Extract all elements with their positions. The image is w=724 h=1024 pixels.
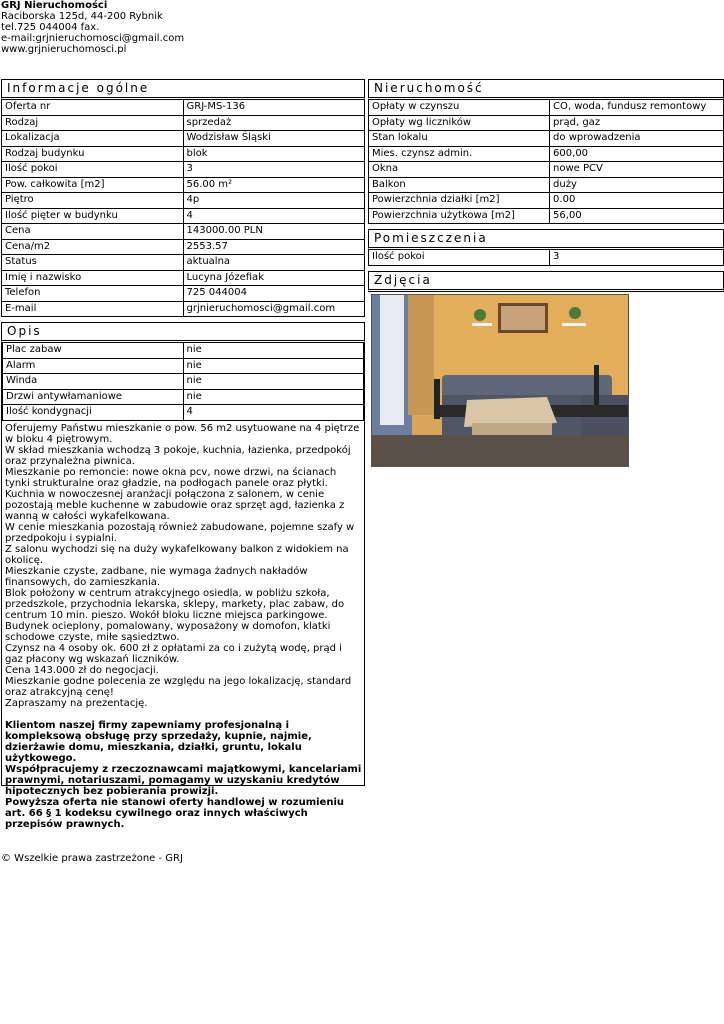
general-info-value: Lucyna Józefiak [183, 270, 365, 286]
company-info-paragraph: Powyższa oferta nie stanowi oferty handlowej w rozumieniu art. 66 § 1 kodeksu cywilnego oraz innych właściwych przepisów prawnych. [5, 796, 344, 830]
general-info-label: Telefon [2, 286, 184, 302]
property-value: do wprowadzenia [550, 131, 724, 147]
general-info-label: Piętro [2, 193, 184, 209]
general-info-row [2, 100, 365, 115]
feature-value: nie [183, 374, 364, 390]
property-label: Powierzchnia działki [m2] [369, 193, 550, 209]
general-info-value: aktualna [183, 255, 365, 271]
property-row [369, 115, 724, 131]
general-info-row [2, 131, 365, 147]
general-info-value: 4 [183, 208, 365, 224]
general-info-value: 725 044004 [183, 286, 365, 302]
description-paragraph: Mieszkanie po remoncie: nowe okna pcv, nowe drzwi, na ścianach tynki strukturalne oraz gładzie, na podłogach panele oraz płytki. [5, 466, 337, 489]
feature-label: Plac zabaw [3, 343, 184, 358]
feature-value: nie [183, 358, 364, 374]
copyright-footer: © Wszelkie prawa zastrzeżone - GRJ [1, 853, 183, 864]
feature-value: 4 [183, 405, 364, 421]
general-info-value: 4p [183, 193, 365, 209]
section-title-property: Nieruchomość [368, 79, 724, 100]
description-paragraph: Budynek ocieplony, pomalowany, wyposażony w domofon, klatki schodowe czyste, miłe sąsiedztwo. [5, 620, 331, 643]
feature-label: Ilość kondygnacji [3, 405, 184, 421]
general-info-row [2, 286, 365, 302]
description-paragraph: Blok położony w centrum atrakcyjnego osiedla, w pobliżu szkoła, przedszkole, przychodnia lekarska, sklepy, markety, plac zabaw, do centrum 10 min. pieszo. Wokół bloku liczne miejsca parkingowe. [5, 587, 345, 621]
general-info-value: sprzedaż [183, 115, 365, 131]
description-paragraph: Mieszkanie czyste, zadbane, nie wymaga żadnych nakładów finansowych, do zamieszkania. [5, 565, 308, 588]
property-label: Okna [369, 162, 550, 178]
company-header [1, 0, 184, 55]
feature-row [3, 405, 364, 421]
description-paragraph: Cena 143.000 zł do negocjacji. [5, 664, 159, 676]
features-table [2, 343, 364, 421]
property-table [368, 100, 724, 224]
property-row [369, 162, 724, 178]
feature-row [3, 374, 364, 390]
general-info-row [2, 301, 365, 317]
general-info-value: blok [183, 146, 365, 162]
property-row [369, 146, 724, 162]
feature-label: Winda [3, 374, 184, 390]
general-info-label: Cena/m2 [2, 239, 184, 255]
general-info-row [2, 115, 365, 131]
feature-label: Drzwi antywłamaniowe [3, 389, 184, 405]
description-text [2, 421, 364, 830]
general-info-label: Cena [2, 224, 184, 240]
property-label: Balkon [369, 177, 550, 193]
feature-value: nie [183, 389, 364, 405]
company-phone: tel.725 044004 fax. [1, 22, 100, 33]
description-paragraph: Oferujemy Państwu mieszkanie o pow. 56 m2 usytuowane na 4 piętrze w bloku 4 piętrowym. [5, 422, 360, 445]
general-info-value: 2553.57 [183, 239, 365, 255]
description-paragraph: Zapraszamy na prezentację. [5, 697, 148, 709]
property-label: Mies. czynsz admin. [369, 146, 550, 162]
description-paragraph: Z salonu wychodzi się na duży wykafelkowany balkon z widokiem na okolicę. [5, 543, 349, 566]
property-value: 56,00 [550, 208, 724, 224]
general-info-label: Imię i nazwisko [2, 270, 184, 286]
general-info-value: 56.00 m² [183, 177, 365, 193]
description-paragraph: W skład mieszkania wchodzą 3 pokoje, kuchnia, łazienka, przedpokój oraz przynależna piwnica. [5, 444, 351, 467]
property-value: nowe PCV [550, 162, 724, 178]
company-website: www.grjnieruchomosci.pl [1, 44, 127, 55]
description-paragraph: Mieszkanie godne polecenia ze względu na jego lokalizację, standard oraz atrakcyjną cenę! [5, 675, 352, 698]
section-title-rooms: Pomieszczenia [368, 229, 724, 250]
property-value: 0.00 [550, 193, 724, 209]
general-info-value: 143000.00 PLN [183, 224, 365, 240]
room-row [369, 250, 724, 265]
property-row [369, 208, 724, 224]
company-info-paragraph: Klientom naszej firmy zapewniamy profesjonalną i kompleksową obsługę przy sprzedaży, kupnie, najmie, dzierżawie domu, mieszkania, działki, gruntu, lokalu użytkowego. [5, 719, 312, 764]
general-info-value: Wodzisław Śląski [183, 131, 365, 147]
general-info-label: Rodzaj budynku [2, 146, 184, 162]
general-info-row [2, 239, 365, 255]
general-info-label: E-mail [2, 301, 184, 317]
company-email: e-mail:grjnieruchomosci@gmail.com [1, 33, 185, 44]
general-info-row [2, 193, 365, 209]
section-title-photos: Zdjęcia [368, 271, 724, 292]
description-paragraph: Kuchnia w nowoczesnej aranżacji połączona z salonem, w cenie pozostają meble kuchenne w zabudowie oraz sprzęt agd, łazienka z wanną w całości wykafelkowana. [5, 488, 345, 522]
general-info-value: 3 [183, 162, 365, 178]
room-value: 3 [550, 250, 724, 265]
property-value: 600,00 [550, 146, 724, 162]
general-info-table [1, 100, 365, 317]
company-name: GRJ Nieruchomości [1, 0, 108, 11]
description-paragraph: Czynsz na 4 osoby ok. 600 zł z opłatami za co i zużytą wodę, prąd i gaz płacony wg wskazań liczników. [5, 642, 342, 665]
property-row [369, 131, 724, 147]
section-title-opis: Opis [1, 322, 365, 343]
property-row [369, 177, 724, 193]
property-label: Opłaty wg liczników [369, 115, 550, 131]
general-info-label: Ilość pokoi [2, 162, 184, 178]
feature-row [3, 389, 364, 405]
company-address: Raciborska 125d, 44-200 Rybnik [1, 11, 163, 22]
general-info-row [2, 162, 365, 178]
property-label: Stan lokalu [369, 131, 550, 147]
feature-label: Alarm [3, 358, 184, 374]
feature-row [3, 358, 364, 374]
general-info-value: GRJ-MS-136 [183, 100, 365, 115]
general-info-row [2, 208, 365, 224]
feature-row [3, 343, 364, 358]
general-info-label: Lokalizacja [2, 131, 184, 147]
room-label: Ilość pokoi [369, 250, 550, 265]
rooms-table [368, 250, 724, 266]
property-row [369, 193, 724, 209]
left-column [1, 79, 365, 830]
property-photo[interactable] [371, 294, 629, 467]
property-value: duży [550, 177, 724, 193]
property-value: prąd, gaz [550, 115, 724, 131]
right-column [368, 79, 724, 467]
property-row [369, 100, 724, 115]
general-info-label: Pow. całkowita [m2] [2, 177, 184, 193]
general-info-row [2, 146, 365, 162]
general-info-row [2, 177, 365, 193]
general-info-row [2, 224, 365, 240]
general-info-label: Ilość pięter w budynku [2, 208, 184, 224]
property-label: Powierzchnia użytkowa [m2] [369, 208, 550, 224]
section-title-general: Informacje ogólne [1, 79, 365, 100]
general-info-row [2, 255, 365, 271]
property-value: CO, woda, fundusz remontowy [550, 100, 724, 115]
general-info-value: grjnieruchomosci@gmail.com [183, 301, 365, 317]
feature-value: nie [183, 343, 364, 358]
description-paragraph: W cenie mieszkania pozostają również zabudowane, pojemne szafy w przedpokoju i sypialni. [5, 521, 355, 544]
general-info-row [2, 270, 365, 286]
general-info-label: Rodzaj [2, 115, 184, 131]
general-info-label: Status [2, 255, 184, 271]
company-info-paragraph: Współpracujemy z rzeczoznawcami majątkowymi, kancelariami prawnymi, notariuszami, pomagamy w uzyskaniu kredytów hipotecznych bez pobierania prowizji. [5, 763, 362, 797]
property-label: Opłaty w czynszu [369, 100, 550, 115]
general-info-label: Oferta nr [2, 100, 184, 115]
description-box [1, 343, 365, 830]
